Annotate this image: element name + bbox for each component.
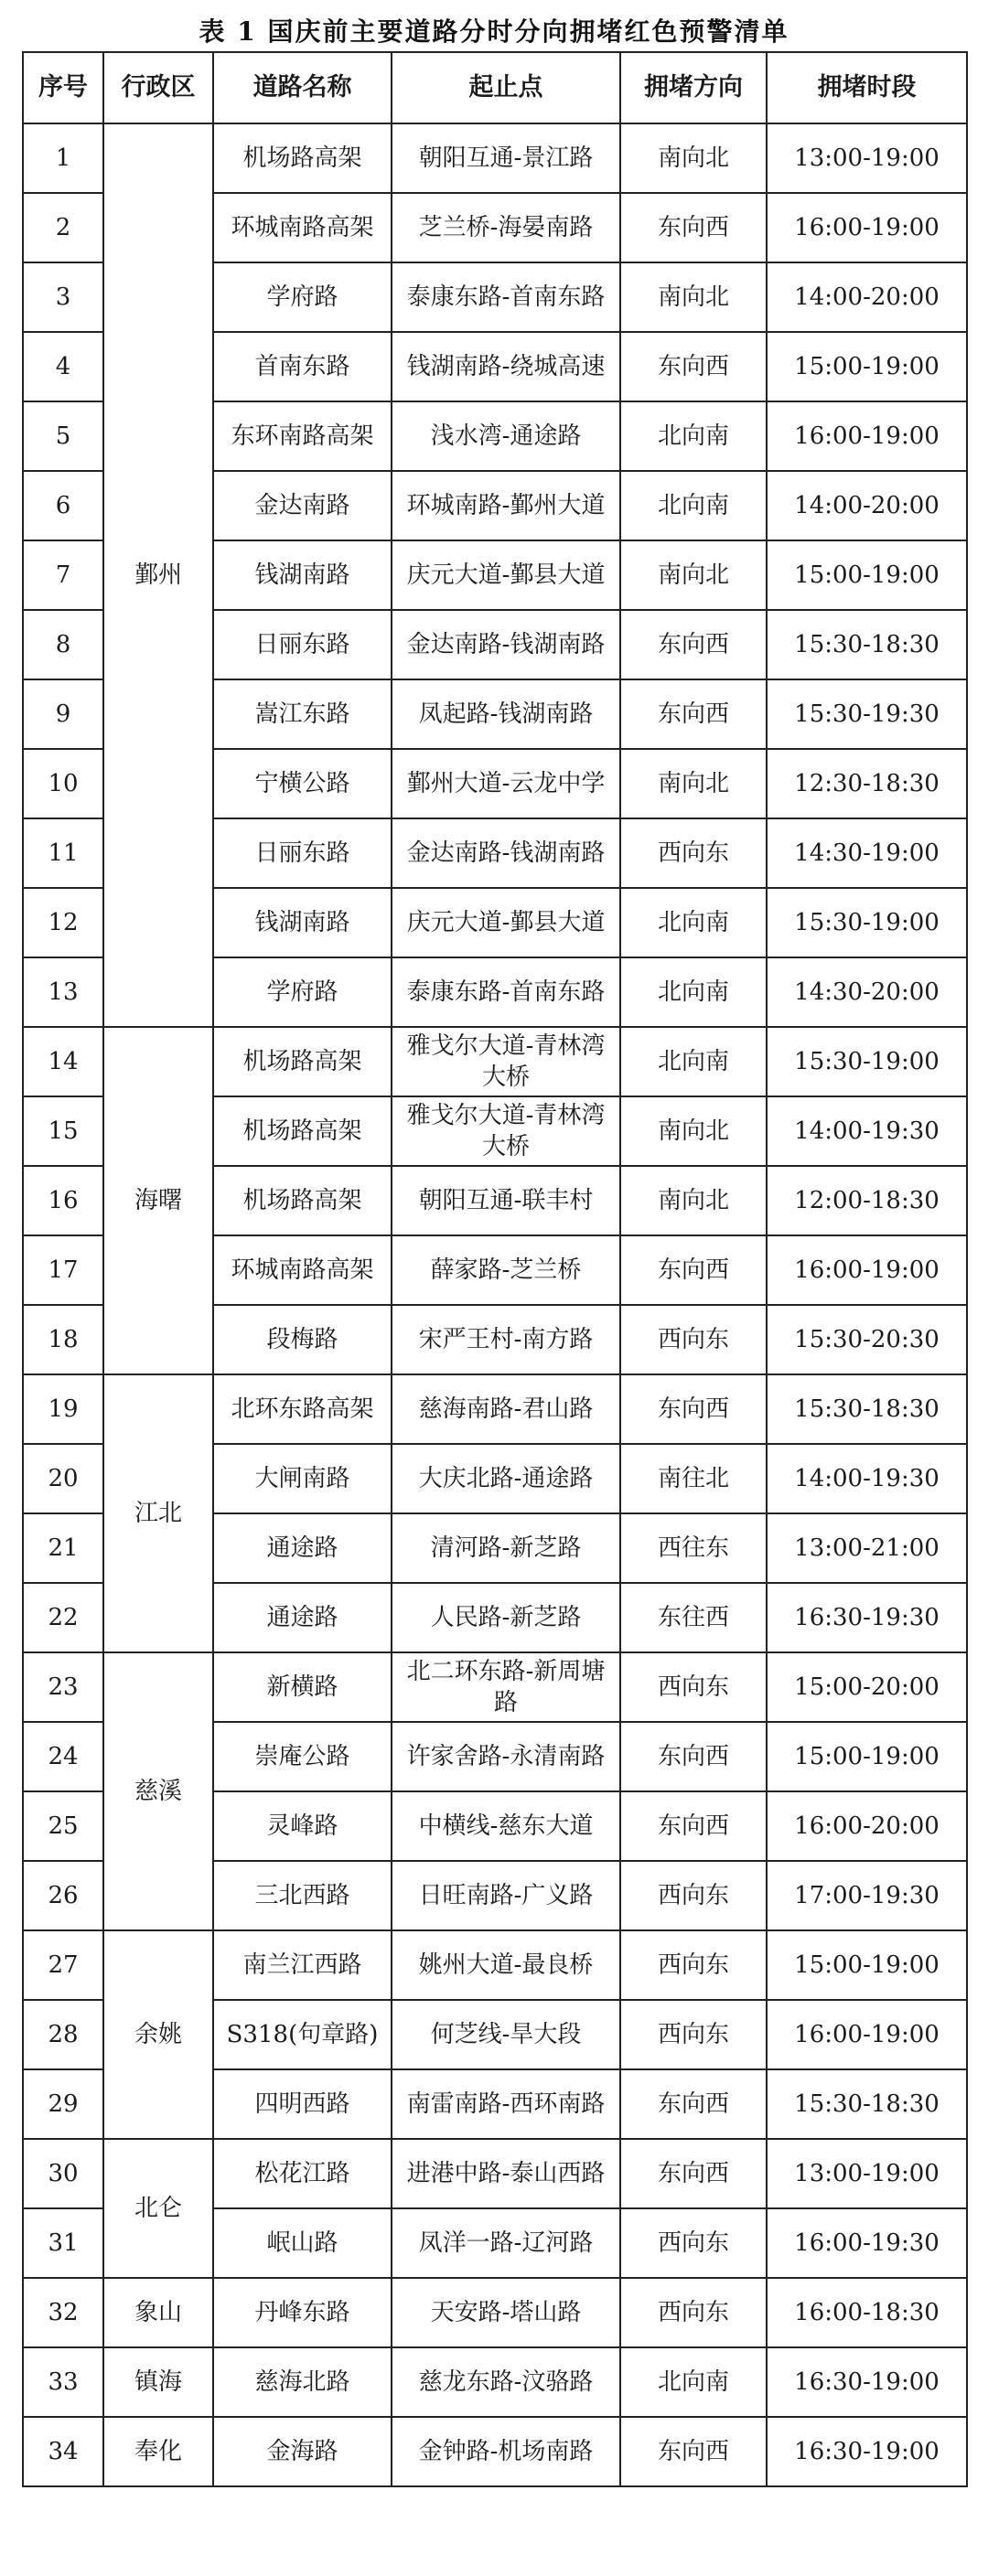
header-district: 行政区 xyxy=(103,52,213,123)
cell-seq: 20 xyxy=(23,1444,103,1513)
cell-road: 机场路高架 xyxy=(213,1096,392,1166)
cell-road: 灵峰路 xyxy=(213,1791,392,1861)
cell-time: 16:00-19:30 xyxy=(767,2208,967,2278)
cell-range: 宋严王村-南方路 xyxy=(392,1305,620,1374)
table-row xyxy=(23,2347,967,2417)
cell-district: 奉化 xyxy=(103,2417,213,2486)
cell-road: 金海路 xyxy=(213,2417,392,2486)
cell-seq: 17 xyxy=(23,1235,103,1305)
cell-direction: 北向南 xyxy=(620,471,767,540)
cell-range: 泰康东路-首南东路 xyxy=(392,262,620,332)
cell-time: 16:00-19:00 xyxy=(767,1235,967,1305)
cell-seq: 22 xyxy=(23,1583,103,1652)
cell-road: 通途路 xyxy=(213,1513,392,1583)
cell-direction: 西向东 xyxy=(620,1930,767,2000)
cell-road: 松花江路 xyxy=(213,2139,392,2208)
cell-time: 14:00-20:00 xyxy=(767,262,967,332)
cell-road: 金达南路 xyxy=(213,471,392,540)
cell-range: 朝阳互通-景江路 xyxy=(392,123,620,193)
cell-range: 北二环东路-新周塘路 xyxy=(392,1652,620,1722)
congestion-warning-table xyxy=(22,51,968,2487)
cell-time: 12:30-18:30 xyxy=(767,749,967,818)
cell-direction: 南向北 xyxy=(620,1166,767,1235)
cell-road: 学府路 xyxy=(213,957,392,1027)
cell-road: 机场路高架 xyxy=(213,1027,392,1096)
cell-range: 进港中路-泰山西路 xyxy=(392,2139,620,2208)
cell-seq: 28 xyxy=(23,2000,103,2069)
cell-road: 环城南路高架 xyxy=(213,193,392,262)
cell-road: 日丽东路 xyxy=(213,610,392,679)
cell-district: 象山 xyxy=(103,2278,213,2347)
cell-district: 海曙 xyxy=(103,1027,213,1374)
cell-seq: 14 xyxy=(23,1027,103,1096)
cell-range: 芝兰桥-海晏南路 xyxy=(392,193,620,262)
table-header-row xyxy=(23,52,967,123)
cell-seq: 1 xyxy=(23,123,103,193)
cell-road: 段梅路 xyxy=(213,1305,392,1374)
cell-range: 凤洋一路-辽河路 xyxy=(392,2208,620,2278)
cell-range: 金达南路-钱湖南路 xyxy=(392,818,620,888)
header-range: 起止点 xyxy=(392,52,620,123)
cell-range: 庆元大道-鄞县大道 xyxy=(392,540,620,610)
cell-time: 15:30-18:30 xyxy=(767,2069,967,2139)
cell-seq: 31 xyxy=(23,2208,103,2278)
cell-road: 新横路 xyxy=(213,1652,392,1722)
cell-direction: 西向东 xyxy=(620,1861,767,1930)
cell-seq: 29 xyxy=(23,2069,103,2139)
header-time: 拥堵时段 xyxy=(767,52,967,123)
cell-direction: 北向南 xyxy=(620,957,767,1027)
cell-road: 东环南路高架 xyxy=(213,401,392,471)
cell-direction: 东向西 xyxy=(620,610,767,679)
cell-direction: 东向西 xyxy=(620,1374,767,1444)
cell-road: 学府路 xyxy=(213,262,392,332)
cell-direction: 东向西 xyxy=(620,193,767,262)
cell-time: 14:30-20:00 xyxy=(767,957,967,1027)
cell-seq: 4 xyxy=(23,332,103,401)
cell-time: 15:30-18:30 xyxy=(767,610,967,679)
cell-range: 金钟路-机场南路 xyxy=(392,2417,620,2486)
cell-direction: 南向北 xyxy=(620,1096,767,1166)
cell-road: 钱湖南路 xyxy=(213,888,392,957)
cell-range: 薛家路-芝兰桥 xyxy=(392,1235,620,1305)
cell-seq: 24 xyxy=(23,1722,103,1791)
cell-time: 15:00-20:00 xyxy=(767,1652,967,1722)
cell-road: 宁横公路 xyxy=(213,749,392,818)
cell-seq: 26 xyxy=(23,1861,103,1930)
header-seq: 序号 xyxy=(23,52,103,123)
header-direction: 拥堵方向 xyxy=(620,52,767,123)
cell-range: 鄞州大道-云龙中学 xyxy=(392,749,620,818)
cell-road: 首南东路 xyxy=(213,332,392,401)
cell-seq: 11 xyxy=(23,818,103,888)
cell-direction: 东向西 xyxy=(620,2069,767,2139)
cell-time: 16:00-20:00 xyxy=(767,1791,967,1861)
cell-range: 中横线-慈东大道 xyxy=(392,1791,620,1861)
cell-direction: 东向西 xyxy=(620,332,767,401)
cell-seq: 30 xyxy=(23,2139,103,2208)
cell-direction: 南向北 xyxy=(620,123,767,193)
cell-district: 鄞州 xyxy=(103,123,213,1027)
cell-time: 13:00-19:00 xyxy=(767,2139,967,2208)
cell-seq: 13 xyxy=(23,957,103,1027)
cell-direction: 北向南 xyxy=(620,401,767,471)
table-row xyxy=(23,123,967,193)
cell-road: 四明西路 xyxy=(213,2069,392,2139)
cell-range: 环城南路-鄞州大道 xyxy=(392,471,620,540)
cell-range: 南雷南路-西环南路 xyxy=(392,2069,620,2139)
table-row xyxy=(23,2417,967,2486)
table-body xyxy=(23,123,967,2486)
cell-range: 金达南路-钱湖南路 xyxy=(392,610,620,679)
cell-range: 大庆北路-通途路 xyxy=(392,1444,620,1513)
cell-road: 钱湖南路 xyxy=(213,540,392,610)
cell-range: 许家舍路-永清南路 xyxy=(392,1722,620,1791)
cell-direction: 东向西 xyxy=(620,1235,767,1305)
cell-direction: 西向东 xyxy=(620,1305,767,1374)
cell-direction: 西向东 xyxy=(620,2000,767,2069)
cell-direction: 东向西 xyxy=(620,2417,767,2486)
cell-seq: 25 xyxy=(23,1791,103,1861)
cell-time: 13:00-19:00 xyxy=(767,123,967,193)
cell-seq: 33 xyxy=(23,2347,103,2417)
cell-seq: 3 xyxy=(23,262,103,332)
cell-direction: 西向东 xyxy=(620,1652,767,1722)
cell-road: 通途路 xyxy=(213,1583,392,1652)
cell-district: 江北 xyxy=(103,1374,213,1652)
table-row xyxy=(23,1027,967,1096)
cell-direction: 东向西 xyxy=(620,1791,767,1861)
cell-seq: 12 xyxy=(23,888,103,957)
cell-time: 16:30-19:30 xyxy=(767,1583,967,1652)
cell-road: 北环东路高架 xyxy=(213,1374,392,1444)
cell-time: 16:00-19:00 xyxy=(767,401,967,471)
cell-range: 慈龙东路-汶骆路 xyxy=(392,2347,620,2417)
cell-district: 北仑 xyxy=(103,2139,213,2278)
cell-direction: 北向南 xyxy=(620,1027,767,1096)
cell-seq: 34 xyxy=(23,2417,103,2486)
cell-road: S318(句章路) xyxy=(213,2000,392,2069)
cell-time: 14:00-20:00 xyxy=(767,471,967,540)
cell-range: 雅戈尔大道-青林湾大桥 xyxy=(392,1096,620,1166)
cell-seq: 32 xyxy=(23,2278,103,2347)
cell-direction: 南向北 xyxy=(620,540,767,610)
cell-direction: 西向东 xyxy=(620,818,767,888)
cell-road: 大闸南路 xyxy=(213,1444,392,1513)
cell-range: 凤起路-钱湖南路 xyxy=(392,679,620,749)
cell-direction: 东向西 xyxy=(620,1722,767,1791)
cell-seq: 6 xyxy=(23,471,103,540)
cell-seq: 5 xyxy=(23,401,103,471)
cell-road: 日丽东路 xyxy=(213,818,392,888)
cell-range: 日旺南路-广义路 xyxy=(392,1861,620,1930)
cell-seq: 15 xyxy=(23,1096,103,1166)
cell-district: 余姚 xyxy=(103,1930,213,2139)
cell-range: 天安路-塔山路 xyxy=(392,2278,620,2347)
cell-road: 机场路高架 xyxy=(213,1166,392,1235)
cell-district: 慈溪 xyxy=(103,1652,213,1930)
cell-time: 15:30-20:30 xyxy=(767,1305,967,1374)
table-row xyxy=(23,1652,967,1722)
cell-direction: 南向北 xyxy=(620,262,767,332)
cell-seq: 21 xyxy=(23,1513,103,1583)
cell-road: 机场路高架 xyxy=(213,123,392,193)
cell-seq: 16 xyxy=(23,1166,103,1235)
cell-range: 庆元大道-鄞县大道 xyxy=(392,888,620,957)
cell-direction: 南向北 xyxy=(620,749,767,818)
cell-seq: 8 xyxy=(23,610,103,679)
cell-time: 17:00-19:30 xyxy=(767,1861,967,1930)
cell-road: 慈海北路 xyxy=(213,2347,392,2417)
cell-time: 12:00-18:30 xyxy=(767,1166,967,1235)
table-row xyxy=(23,1930,967,2000)
cell-direction: 西向东 xyxy=(620,2278,767,2347)
cell-seq: 9 xyxy=(23,679,103,749)
cell-time: 16:30-19:00 xyxy=(767,2347,967,2417)
cell-road: 丹峰东路 xyxy=(213,2278,392,2347)
cell-seq: 2 xyxy=(23,193,103,262)
cell-time: 14:00-19:30 xyxy=(767,1444,967,1513)
cell-range: 慈海南路-君山路 xyxy=(392,1374,620,1444)
cell-time: 15:30-19:30 xyxy=(767,679,967,749)
cell-time: 16:00-19:00 xyxy=(767,2000,967,2069)
cell-time: 15:00-19:00 xyxy=(767,540,967,610)
cell-seq: 23 xyxy=(23,1652,103,1722)
cell-seq: 19 xyxy=(23,1374,103,1444)
cell-road: 环城南路高架 xyxy=(213,1235,392,1305)
cell-direction: 北向南 xyxy=(620,888,767,957)
cell-road: 南兰江西路 xyxy=(213,1930,392,2000)
cell-time: 16:00-18:30 xyxy=(767,2278,967,2347)
cell-time: 15:00-19:00 xyxy=(767,332,967,401)
cell-range: 雅戈尔大道-青林湾大桥 xyxy=(392,1027,620,1096)
cell-time: 14:30-19:00 xyxy=(767,818,967,888)
cell-road: 岷山路 xyxy=(213,2208,392,2278)
cell-direction: 南往北 xyxy=(620,1444,767,1513)
cell-road: 嵩江东路 xyxy=(213,679,392,749)
cell-seq: 7 xyxy=(23,540,103,610)
cell-seq: 27 xyxy=(23,1930,103,2000)
table-title: 表 1 国庆前主要道路分时分向拥堵红色预警清单 xyxy=(199,16,789,47)
cell-range: 清河路-新芝路 xyxy=(392,1513,620,1583)
header-road: 道路名称 xyxy=(213,52,392,123)
cell-time: 15:30-19:00 xyxy=(767,888,967,957)
cell-time: 16:00-19:00 xyxy=(767,193,967,262)
cell-range: 人民路-新芝路 xyxy=(392,1583,620,1652)
cell-range: 钱湖南路-绕城高速 xyxy=(392,332,620,401)
cell-range: 何芝线-旱大段 xyxy=(392,2000,620,2069)
cell-direction: 东向西 xyxy=(620,2139,767,2208)
cell-time: 13:00-21:00 xyxy=(767,1513,967,1583)
cell-direction: 西向东 xyxy=(620,2208,767,2278)
cell-seq: 10 xyxy=(23,749,103,818)
cell-road: 三北西路 xyxy=(213,1861,392,1930)
cell-time: 15:30-19:00 xyxy=(767,1027,967,1096)
cell-seq: 18 xyxy=(23,1305,103,1374)
cell-time: 16:30-19:00 xyxy=(767,2417,967,2486)
cell-time: 15:00-19:00 xyxy=(767,1722,967,1791)
cell-direction: 东向西 xyxy=(620,679,767,749)
cell-time: 15:00-19:00 xyxy=(767,1930,967,2000)
cell-range: 朝阳互通-联丰村 xyxy=(392,1166,620,1235)
cell-direction: 北向南 xyxy=(620,2347,767,2417)
cell-time: 14:00-19:30 xyxy=(767,1096,967,1166)
cell-time: 15:30-18:30 xyxy=(767,1374,967,1444)
table-row xyxy=(23,2139,967,2208)
table-row xyxy=(23,2278,967,2347)
cell-district: 镇海 xyxy=(103,2347,213,2417)
cell-road: 崇庵公路 xyxy=(213,1722,392,1791)
cell-range: 浅水湾-通途路 xyxy=(392,401,620,471)
cell-range: 泰康东路-首南东路 xyxy=(392,957,620,1027)
cell-direction: 西往东 xyxy=(620,1513,767,1583)
cell-range: 姚州大道-最良桥 xyxy=(392,1930,620,2000)
cell-direction: 东往西 xyxy=(620,1583,767,1652)
table-row xyxy=(23,1374,967,1444)
